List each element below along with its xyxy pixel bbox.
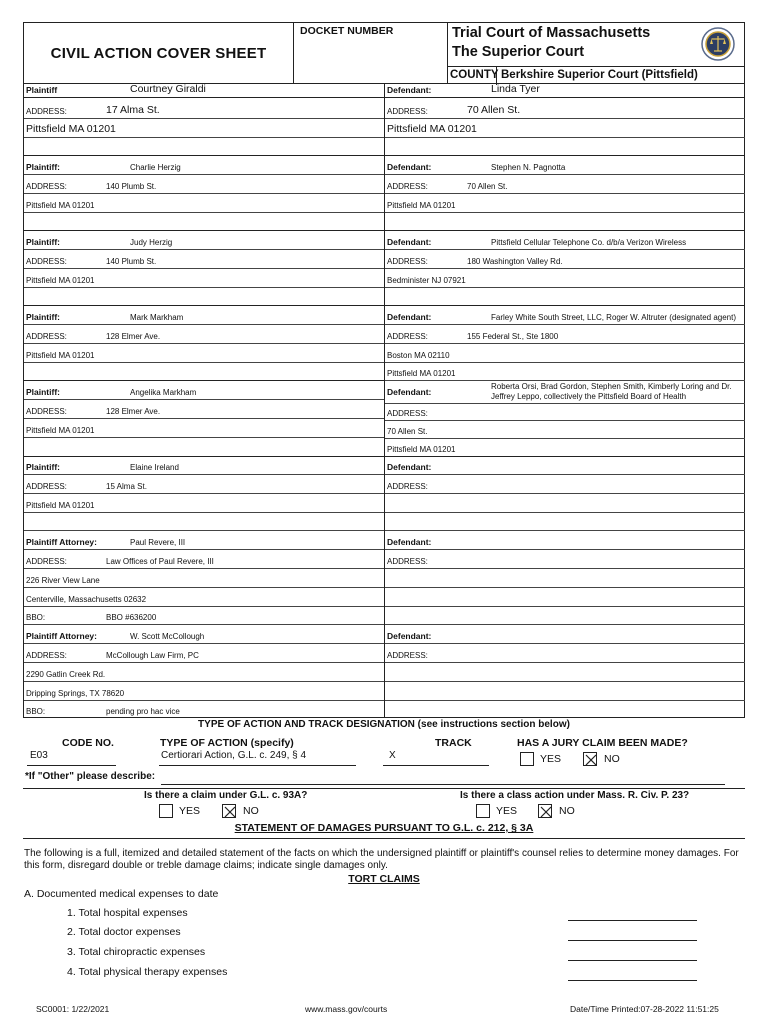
checkbox-x-icon <box>584 753 598 767</box>
jury-no-checkbox[interactable] <box>583 752 597 766</box>
printed-timestamp: Date/Time Printed:07-28-2022 11:51:25 <box>570 1004 719 1014</box>
plaintiff-label: Plaintiff <box>26 85 58 95</box>
defendant-3-name[interactable]: Pittsfield Cellular Telephone Co. d/b/a Verizon Wireless <box>491 238 687 247</box>
plaintiff-4-name[interactable]: Mark Markham <box>130 313 184 322</box>
defendant-label: Defendant: <box>387 387 432 397</box>
plaintiff-2-name[interactable]: Charlie Herzig <box>130 163 181 172</box>
blank-row[interactable] <box>385 682 745 701</box>
bbo-label: BBO: <box>26 613 46 622</box>
attorney-1-row[interactable] <box>24 531 384 550</box>
form-header <box>23 22 745 84</box>
attorney-2-bbo[interactable]: pending pro hac vice <box>106 707 180 716</box>
plaintiff-6-address[interactable]: 15 Alma St. <box>106 482 147 491</box>
defendant-1-address-row[interactable] <box>385 98 745 119</box>
defendant-3-city-row[interactable] <box>385 269 745 288</box>
attorney-2-firm[interactable]: McCollough Law Firm, PC <box>106 651 199 660</box>
defendant-2-city[interactable]: Pittsfield MA 01201 <box>387 201 456 210</box>
blank-row[interactable] <box>24 288 384 306</box>
chiropractic-expenses-label: 3. Total chiropractic expenses <box>67 946 206 958</box>
bbo-label: BBO: <box>26 707 46 716</box>
defendant-1-city[interactable]: Pittsfield MA 01201 <box>387 123 477 135</box>
jury-yes-label: YES <box>540 753 562 765</box>
defendant-1-city-row[interactable] <box>385 119 745 138</box>
address-label: ADDRESS: <box>387 557 428 566</box>
plaintiff-label: Plaintiff: <box>26 162 60 172</box>
plaintiff-2-address-row[interactable] <box>24 175 384 194</box>
defendant-label: Defendant: <box>387 237 432 247</box>
defendant-label: Defendant: <box>387 85 432 95</box>
attorney-2-name[interactable]: W. Scott McCollough <box>130 632 205 641</box>
plaintiff-1-row[interactable] <box>24 84 384 98</box>
q93a-no-checkbox[interactable] <box>222 804 236 818</box>
code-header: CODE NO. <box>62 737 114 749</box>
defendant-4-city[interactable]: Boston MA 02110 <box>387 351 450 360</box>
form-id: SC0001: 1/22/2021 <box>36 1004 110 1014</box>
code-value[interactable]: E03 <box>30 750 48 761</box>
plaintiff-6-address-row[interactable] <box>24 475 384 494</box>
defendant-5-address-row[interactable] <box>385 404 745 421</box>
plaintiff-4-city[interactable]: Pittsfield MA 01201 <box>26 351 95 360</box>
damages-title-text: STATEMENT OF DAMAGES PURSUANT TO G.L. c. 212, § 3A <box>234 822 534 834</box>
court-seal-icon <box>701 27 735 61</box>
defendant-3-row[interactable] <box>385 231 745 250</box>
attorney-1-address-row[interactable] <box>24 550 384 569</box>
type-underline <box>159 765 356 766</box>
blank-row[interactable] <box>24 513 384 531</box>
class-yes-checkbox[interactable] <box>476 804 490 818</box>
defendant-4-extra-city[interactable]: Pittsfield MA 01201 <box>387 369 456 378</box>
blank-row[interactable] <box>385 663 745 682</box>
plaintiff-2-address[interactable]: 140 Plumb St. <box>106 182 157 191</box>
defendant-7-row[interactable] <box>385 531 745 550</box>
defendant-6-row[interactable] <box>385 457 745 475</box>
doctor-expenses-field[interactable] <box>568 940 697 941</box>
tort-claims-title-text: TORT CLAIMS <box>348 873 420 885</box>
plaintiff-6-row[interactable] <box>24 457 384 475</box>
plaintiff-3-address-row[interactable] <box>24 250 384 269</box>
blank-row[interactable] <box>385 569 745 588</box>
defendant-4-extra-row[interactable] <box>385 363 745 381</box>
class-no-checkbox[interactable] <box>538 804 552 818</box>
q93a-yes-checkbox[interactable] <box>159 804 173 818</box>
plaintiff-4-row[interactable] <box>24 306 384 325</box>
address-label: ADDRESS: <box>26 407 67 416</box>
hospital-expenses-label: 1. Total hospital expenses <box>67 907 188 919</box>
q93a-yes-label: YES <box>179 805 201 817</box>
blank-row[interactable] <box>24 138 384 156</box>
class-no-label: NO <box>559 805 575 817</box>
plaintiff-label: Plaintiff: <box>26 237 60 247</box>
defendant-label: Defendant: <box>387 312 432 322</box>
blank-row[interactable] <box>385 138 745 156</box>
action-section-title: TYPE OF ACTION AND TRACK DESIGNATION (see instructions section below) <box>198 719 570 730</box>
attorney-2-line3-row[interactable] <box>24 682 384 701</box>
hospital-expenses-field[interactable] <box>568 920 697 921</box>
other-describe-underline[interactable] <box>161 784 725 785</box>
form-title: CIVIL ACTION COVER SHEET <box>24 23 294 83</box>
address-label: ADDRESS: <box>387 257 428 266</box>
defendant-4-name[interactable]: Farley White South Street, LLC, Roger W. Altruter (designated agent) <box>491 313 737 322</box>
court-name: Trial Court of Massachusetts <box>452 25 651 41</box>
track-value[interactable]: X <box>389 750 396 761</box>
defendant-2-name[interactable]: Stephen N. Pagnotta <box>491 163 566 172</box>
plaintiff-2-city[interactable]: Pittsfield MA 01201 <box>26 201 95 210</box>
address-label: ADDRESS: <box>26 257 67 266</box>
address-label: ADDRESS: <box>387 182 428 191</box>
section-divider <box>23 788 745 789</box>
county-value[interactable]: Berkshire Superior Court (Pittsfield) <box>501 69 698 81</box>
defendant-5-extra-city[interactable]: Pittsfield MA 01201 <box>387 445 456 454</box>
plaintiff-2-row[interactable] <box>24 156 384 175</box>
plaintiff-5-name[interactable]: Angelika Markham <box>130 388 197 397</box>
attorney-2-line2-row[interactable] <box>24 663 384 682</box>
attorney-1-street[interactable]: 226 River View Lane <box>26 576 100 585</box>
defendant-4-address-row[interactable] <box>385 325 745 344</box>
defendant-2-city-row[interactable] <box>385 194 745 213</box>
blank-row[interactable] <box>385 494 745 513</box>
court-info <box>448 23 745 83</box>
plaintiff-attorney-label: Plaintiff Attorney: <box>26 537 97 547</box>
section-divider <box>23 838 745 839</box>
docket-number-label: DOCKET NUMBER <box>300 25 394 37</box>
defendant-label: Defendant: <box>387 631 432 641</box>
defendant-label: Defendant: <box>387 537 432 547</box>
attorney-2-address-row[interactable] <box>24 644 384 663</box>
address-label: ADDRESS: <box>26 107 67 116</box>
defendant-2-address[interactable]: 70 Allen St. <box>467 182 508 191</box>
defendant-label: Defendant: <box>387 462 432 472</box>
address-label: ADDRESS: <box>387 482 428 491</box>
plaintiff-5-city[interactable]: Pittsfield MA 01201 <box>26 426 95 435</box>
damages-title <box>23 822 745 834</box>
class-yes-label: YES <box>496 805 518 817</box>
defendant-3-city[interactable]: Bedminister NJ 07921 <box>387 276 466 285</box>
address-label: ADDRESS: <box>26 651 67 660</box>
section-a-label: A. Documented medical expenses to date <box>24 888 219 900</box>
defendant-4-city-row[interactable] <box>385 344 745 363</box>
plaintiff-label: Plaintiff: <box>26 462 60 472</box>
track-underline <box>383 765 489 766</box>
defendant-4-row[interactable] <box>385 306 745 325</box>
defendant-8-row[interactable] <box>385 625 745 644</box>
plaintiff-3-city-row[interactable] <box>24 269 384 288</box>
plaintiff-attorney-label: Plaintiff Attorney: <box>26 631 97 641</box>
defendant-3-address-row[interactable] <box>385 250 745 269</box>
blank-row[interactable] <box>385 701 745 718</box>
plaintiff-3-name[interactable]: Judy Herzig <box>130 238 173 247</box>
type-header: TYPE OF ACTION (specify) <box>160 737 294 749</box>
attorney-1-bbo-row[interactable] <box>24 607 384 625</box>
defendant-5-extra-row[interactable] <box>385 439 745 457</box>
plaintiff-6-city-row[interactable] <box>24 494 384 513</box>
blank-row[interactable] <box>24 363 384 381</box>
attorney-1-name[interactable]: Paul Revere, III <box>130 538 186 547</box>
address-label: ADDRESS: <box>387 332 428 341</box>
plaintiff-1-address-row[interactable] <box>24 98 384 119</box>
attorney-2-row[interactable] <box>24 625 384 644</box>
physical-therapy-expenses-label: 4. Total physical therapy expenses <box>67 966 228 978</box>
plaintiff-1-city-row[interactable] <box>24 119 384 138</box>
attorney-2-street[interactable]: 2290 Gatlin Creek Rd. <box>26 670 106 679</box>
address-label: ADDRESS: <box>26 182 67 191</box>
defendant-6-address-row[interactable] <box>385 475 745 494</box>
track-header: TRACK <box>435 737 472 749</box>
defendant-4-address[interactable]: 155 Federal St., Ste 1800 <box>467 332 559 341</box>
blank-row[interactable] <box>385 588 745 607</box>
defendant-3-address[interactable]: 180 Washington Valley Rd. <box>467 257 563 266</box>
blank-row[interactable] <box>385 513 745 531</box>
attorney-1-firm[interactable]: Law Offices of Paul Revere, III <box>106 557 214 566</box>
doctor-expenses-label: 2. Total doctor expenses <box>67 926 181 938</box>
address-label: ADDRESS: <box>26 332 67 341</box>
jury-yes-checkbox[interactable] <box>520 752 534 766</box>
defendant-1-name[interactable]: Linda Tyer <box>491 83 540 95</box>
tort-claims-title <box>23 873 745 885</box>
defendant-8-address-row[interactable] <box>385 644 745 663</box>
plaintiff-label: Plaintiff: <box>26 387 60 397</box>
defendant-1-row[interactable] <box>385 84 745 98</box>
plaintiff-5-row[interactable] <box>24 381 384 400</box>
court-division: The Superior Court <box>452 44 585 60</box>
chiropractic-expenses-field[interactable] <box>568 960 697 961</box>
attorney-1-line3-row[interactable] <box>24 588 384 607</box>
type-value[interactable]: Certiorari Action, G.L. c. 249, § 4 <box>161 750 307 761</box>
physical-therapy-expenses-field[interactable] <box>568 980 697 981</box>
plaintiff-4-address-row[interactable] <box>24 325 384 344</box>
q93a-no-label: NO <box>243 805 259 817</box>
defendant-5-city[interactable]: 70 Allen St. <box>387 427 428 436</box>
other-describe-label: *If "Other" please describe: <box>25 771 156 782</box>
defendant-2-row[interactable] <box>385 156 745 175</box>
plaintiff-1-address[interactable]: 17 Alma St. <box>106 104 160 116</box>
address-label: ADDRESS: <box>387 651 428 660</box>
attorney-2-city[interactable]: Dripping Springs, TX 78620 <box>26 689 125 698</box>
attorney-1-city[interactable]: Centerville, Massachusetts 02632 <box>26 595 147 604</box>
plaintiff-5-address-row[interactable] <box>24 400 384 419</box>
docket-number-field[interactable] <box>294 23 448 83</box>
attorney-2-bbo-row[interactable] <box>24 701 384 718</box>
plaintiff-3-row[interactable] <box>24 231 384 250</box>
plaintiff-3-address[interactable]: 140 Plumb St. <box>106 257 157 266</box>
plaintiff-3-city[interactable]: Pittsfield MA 01201 <box>26 276 95 285</box>
blank-row[interactable] <box>385 607 745 625</box>
jury-header: HAS A JURY CLAIM BEEN MADE? <box>517 737 688 749</box>
plaintiff-4-address[interactable]: 128 Elmer Ave. <box>106 332 161 341</box>
parties-grid <box>23 84 745 718</box>
address-label: ADDRESS: <box>26 482 67 491</box>
q-class-action-label: Is there a class action under Mass. R. Civ. P. 23? <box>460 790 690 801</box>
plaintiff-5-city-row[interactable] <box>24 419 384 438</box>
checkbox-x-icon <box>223 805 237 819</box>
defendant-1-address[interactable]: 70 Allen St. <box>467 104 521 116</box>
blank-row[interactable] <box>24 213 384 231</box>
blank-row[interactable] <box>385 213 745 231</box>
checkbox-x-icon <box>539 805 553 819</box>
address-label: ADDRESS: <box>387 409 428 418</box>
plaintiff-5-address[interactable]: 128 Elmer Ave. <box>106 407 161 416</box>
blank-row[interactable] <box>385 288 745 306</box>
defendant-7-address-row[interactable] <box>385 550 745 569</box>
plaintiff-4-city-row[interactable] <box>24 344 384 363</box>
plaintiff-2-city-row[interactable] <box>24 194 384 213</box>
defendant-2-address-row[interactable] <box>385 175 745 194</box>
damages-paragraph: The following is a full, itemized and detailed statement of the facts on which the undersigned plaintiff or plaintiff's counsel relies to determine money damages. For this form, disregard double or treble damage claims; indicate single damages only. <box>24 848 739 871</box>
code-underline <box>27 765 116 766</box>
address-label: ADDRESS: <box>387 107 428 116</box>
address-label: ADDRESS: <box>26 557 67 566</box>
website-link[interactable]: www.mass.gov/courts <box>305 1004 388 1014</box>
defendant-5-city-row[interactable] <box>385 421 745 439</box>
county-label: COUNTY <box>448 67 497 85</box>
defendant-5-row[interactable] <box>385 381 745 404</box>
plaintiff-6-city[interactable]: Pittsfield MA 01201 <box>26 501 95 510</box>
plaintiff-6-name[interactable]: Elaine Ireland <box>130 463 179 472</box>
defendant-label: Defendant: <box>387 162 432 172</box>
attorney-1-line2-row[interactable] <box>24 569 384 588</box>
defendant-5-name[interactable]: Roberta Orsi, Brad Gordon, Stephen Smith, Kimberly Loring and Dr. Jeffrey Leppo, collectively the Pittsfield Board of Health <box>491 382 732 401</box>
jury-no-label: NO <box>604 753 620 765</box>
plaintiff-1-name[interactable]: Courtney Giraldi <box>130 83 206 95</box>
attorney-1-bbo[interactable]: BBO #636200 <box>106 613 157 622</box>
plaintiff-1-city[interactable]: Pittsfield MA 01201 <box>26 123 116 135</box>
q-93a-label: Is there a claim under G.L. c. 93A? <box>144 790 308 801</box>
plaintiff-label: Plaintiff: <box>26 312 60 322</box>
blank-row[interactable] <box>24 438 384 457</box>
